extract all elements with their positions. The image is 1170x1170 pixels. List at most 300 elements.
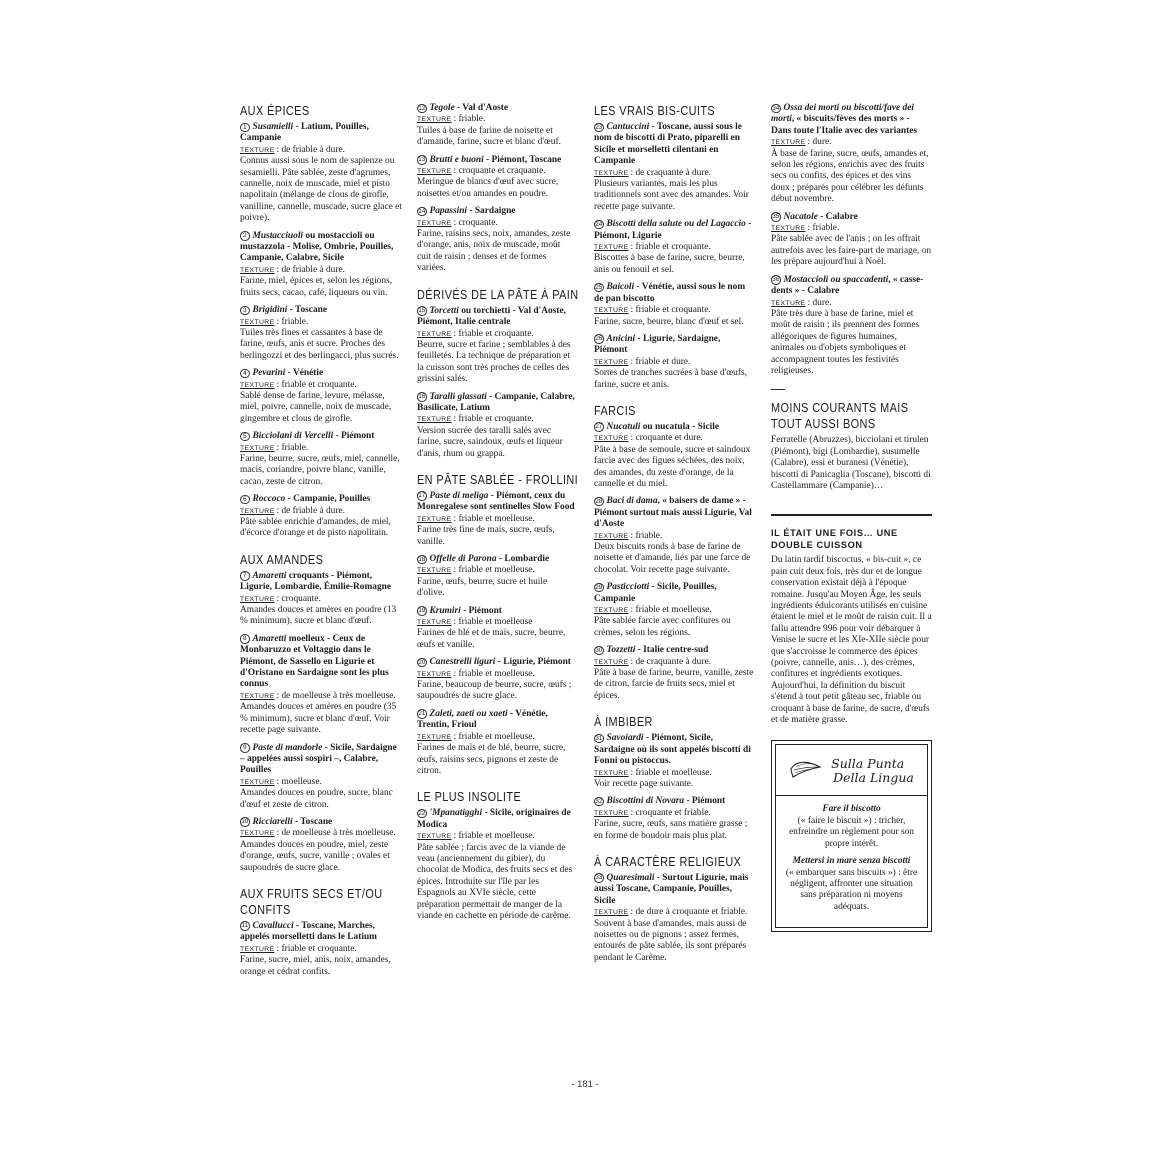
section-continued bbox=[417, 103, 575, 275]
entry-number: 22 bbox=[418, 809, 426, 817]
section-title: DÉRIVÉS DE LA PÂTE À PAIN bbox=[417, 286, 579, 302]
texture-label: TEXTURE bbox=[417, 619, 452, 627]
texture-value: : croquante et dure. bbox=[630, 433, 703, 444]
biscuit-entry bbox=[594, 122, 754, 213]
entry-number: 14 bbox=[418, 207, 426, 215]
entry-heading bbox=[594, 873, 754, 907]
entry-number: 3 bbox=[240, 306, 250, 316]
entry-region: - Latium, Pouilles, Campanie bbox=[240, 122, 369, 144]
texture-value: : friable et moelleuse. bbox=[630, 767, 712, 778]
entry-heading bbox=[417, 392, 575, 415]
entry-heading bbox=[594, 645, 754, 656]
entry-number: 31 bbox=[595, 734, 603, 742]
entry-name: Ricciarelli bbox=[252, 816, 293, 827]
entry-texture bbox=[240, 691, 402, 702]
entry-heading bbox=[594, 282, 754, 305]
entry-description: Plusieurs variantes, mais les plus traditionnels sont avec des amandes. Voir recette page suivante. bbox=[594, 179, 749, 212]
texture-value: : friable. bbox=[276, 316, 309, 327]
entry-texture bbox=[240, 594, 402, 605]
entry-region: - Italie centre-sud bbox=[635, 645, 709, 656]
entry-name: Nucatuli bbox=[606, 421, 641, 432]
entry-name: Mustacciuoli bbox=[252, 230, 304, 241]
texture-value: : croquante. bbox=[276, 593, 321, 604]
entry-number: 21 bbox=[418, 710, 426, 718]
section-derives-pate-a-pain bbox=[417, 286, 579, 460]
section-title: FARCIS bbox=[594, 402, 636, 418]
texture-label: TEXTURE bbox=[417, 168, 452, 176]
entry-texture bbox=[240, 944, 402, 955]
entry-description: Amandes douces en poudre, miel, zeste d'orange, œufs, sucre, vanille ; ovales et saupoudrés de sucre glace. bbox=[240, 839, 390, 873]
entry-description: Farine très fine de maïs, sucre, œufs, vanille. bbox=[417, 525, 555, 547]
texture-label: TEXTURE bbox=[417, 330, 452, 338]
column-2 bbox=[417, 103, 579, 934]
biscuit-entry bbox=[240, 494, 402, 540]
entry-number: 11 bbox=[241, 922, 249, 930]
entry-texture bbox=[594, 605, 754, 616]
entry-heading bbox=[240, 921, 402, 944]
biscuit-entry bbox=[240, 817, 402, 874]
entry-name: Brigidini bbox=[252, 305, 288, 316]
texture-value: : de dure à croquante et friable. bbox=[630, 907, 748, 918]
entry-description: Amandes douces en poudre, sucre, blanc d'œuf et zeste de citron. bbox=[240, 788, 393, 810]
entry-heading bbox=[240, 634, 402, 691]
entry-description: Farines de blé et de maïs, sucre, beurre, œufs et vanille. bbox=[417, 628, 566, 650]
entry-description: Tuiles très fines et cassantes à base de farine, œufs, anis et sucre. Proches des berlingozzi et des berlingacci, plus sucrés. bbox=[240, 327, 399, 361]
entry-number: 20 bbox=[418, 658, 426, 666]
entry-heading bbox=[240, 431, 402, 442]
entry-texture bbox=[594, 242, 754, 253]
entry-name: Papassini bbox=[429, 206, 468, 217]
section-title: AUX AMANDES bbox=[240, 551, 324, 567]
entry-texture bbox=[594, 657, 754, 668]
entry-description: Connus aussi sous le nom de sapienze ou sesamielli. Pâte sablée, zeste d'agrumes, cannelle, noix de muscade, miel et pisto napolitain (mélange de clous de girofle, vanilline, cannelle, muscade, sucre glace et poivre). bbox=[240, 156, 402, 224]
biscuit-entry bbox=[240, 305, 402, 362]
entry-heading bbox=[240, 743, 402, 777]
idiom-entry bbox=[782, 804, 921, 850]
entry-texture bbox=[594, 768, 754, 779]
texture-value: : de friable à dure. bbox=[276, 505, 345, 516]
entry-name: Paste di meliga bbox=[429, 490, 489, 501]
entry-region: , « baisers de dame » - Piémont surtout mais aussi Ligurie, Val d'Aoste bbox=[594, 496, 752, 530]
texture-label: TEXTURE bbox=[594, 307, 629, 315]
texture-label: TEXTURE bbox=[240, 692, 275, 700]
texture-label: TEXTURE bbox=[417, 116, 452, 124]
entry-heading bbox=[417, 103, 575, 114]
section-aux-amandes bbox=[240, 552, 402, 874]
entry-description: Amandes douces et amères en poudre (35 % minimum), sucre et blanc d'œuf. Voir recette page suivante. bbox=[240, 702, 397, 736]
entry-region: - Toscane, Marches, appelés morselletti dans le Latium bbox=[240, 920, 377, 943]
biscuit-entry bbox=[417, 392, 575, 460]
entry-region: - Piémont bbox=[684, 796, 726, 807]
entry-texture bbox=[594, 357, 754, 368]
entry-number: 25 bbox=[595, 283, 603, 291]
entry-number: 30 bbox=[595, 646, 603, 654]
entry-texture bbox=[594, 808, 754, 819]
texture-label: TEXTURE bbox=[594, 909, 629, 917]
texture-label: TEXTURE bbox=[594, 244, 629, 252]
texture-value: : friable et croquante. bbox=[453, 328, 534, 339]
entry-texture bbox=[417, 514, 575, 525]
texture-value: : friable et croquante. bbox=[276, 379, 357, 390]
entry-description: Voir recette page suivante. bbox=[594, 778, 694, 789]
entry-name: Anicini bbox=[606, 333, 636, 344]
entry-texture bbox=[771, 137, 932, 148]
entry-number: 24 bbox=[595, 220, 603, 228]
entry-region: - Campanie, Calabre, Basilicate, Latium bbox=[417, 391, 575, 413]
biscuit-entry bbox=[771, 275, 932, 378]
entry-name: Pasticciotti bbox=[606, 582, 650, 593]
entry-description: Pâte sablée farcie avec confitures ou crèmes, selon les régions. bbox=[594, 616, 731, 638]
texture-label: TEXTURE bbox=[594, 435, 629, 443]
entry-number: 26 bbox=[595, 335, 603, 343]
entry-texture bbox=[771, 298, 932, 309]
sulla-punta-box bbox=[771, 740, 932, 932]
entry-region: - Piémont bbox=[333, 431, 375, 442]
texture-label: TEXTURE bbox=[240, 146, 275, 154]
texture-value: : friable et moelleuse. bbox=[453, 831, 535, 842]
entry-description: Farine, sucre, miel, anis, noix, amandes, orange et cédrat confits. bbox=[240, 955, 391, 977]
entry-description: Farines de maïs et de blé, beurre, sucre, œufs, raisins secs, pignons et zeste de citron. bbox=[417, 743, 566, 776]
texture-value: : croquante et friable. bbox=[630, 807, 711, 818]
texture-label: TEXTURE bbox=[594, 809, 629, 817]
biscuit-entry bbox=[594, 282, 754, 328]
texture-value: : de craquante à dure. bbox=[630, 167, 711, 178]
entry-number: 35 bbox=[772, 213, 780, 221]
section-pate-sablee bbox=[417, 471, 579, 777]
texture-value: : friable et dure. bbox=[630, 356, 691, 367]
entry-name: 'Mpanatigghi bbox=[429, 808, 483, 819]
entry-number: 33 bbox=[595, 874, 603, 882]
entry-number: 10 bbox=[241, 818, 249, 826]
texture-label: TEXTURE bbox=[417, 416, 452, 424]
texture-label: TEXTURE bbox=[594, 607, 629, 615]
texture-value: : friable et moelleuse. bbox=[453, 668, 535, 679]
entry-texture bbox=[594, 907, 754, 918]
texture-value: : de craquante à dure. bbox=[630, 656, 711, 667]
texture-label: TEXTURE bbox=[594, 769, 629, 777]
entry-region: ou mostaccioli ou mustazzola - Molise, Ombrie, Pouilles, Campanie, Calabre, Sicile bbox=[240, 230, 394, 264]
box-title bbox=[831, 757, 914, 785]
entry-heading bbox=[771, 103, 932, 137]
entry-description: Farine, beurre, sucre, œufs, miel, cannelle, macis, coriandre, poivre blanc, vanille, cacao, zeste de citron. bbox=[240, 453, 400, 487]
biscuit-entry bbox=[594, 219, 754, 276]
entry-name: Amaretti bbox=[252, 633, 287, 644]
biscuit-entry bbox=[240, 571, 402, 628]
biscuit-entry bbox=[771, 212, 932, 269]
entry-region: - Toscane bbox=[292, 816, 333, 827]
texture-label: TEXTURE bbox=[417, 515, 452, 523]
entry-name: Cantuccini bbox=[606, 122, 650, 132]
entry-description: Farine, raisins secs, noix, amandes, zeste d'orange, anis, noix de muscade, moût cuit de raisin ; denses et de formes variées. bbox=[417, 229, 571, 274]
entry-region: - Campanie, Pouilles bbox=[285, 494, 371, 505]
entry-number: 12 bbox=[418, 104, 426, 112]
entry-number: 29 bbox=[595, 583, 603, 591]
entry-region: - Lombardie bbox=[496, 554, 550, 564]
section-title: AUX ÉPICES bbox=[240, 103, 310, 118]
texture-value: : friable. bbox=[630, 530, 663, 541]
entry-region: - Vénétie bbox=[285, 368, 324, 379]
texture-label: TEXTURE bbox=[417, 567, 452, 575]
texture-value: : moelleuse. bbox=[276, 776, 322, 787]
entry-number: 13 bbox=[418, 156, 426, 164]
entry-number: 27 bbox=[595, 423, 603, 431]
texture-value: : friable et croquante. bbox=[630, 242, 711, 253]
entry-heading bbox=[594, 334, 754, 357]
entry-number: 1 bbox=[240, 123, 250, 133]
tongue-icon bbox=[789, 758, 823, 785]
entry-description: Meringue de blancs d'œuf avec sucre, noisettes et/ou amandes en poudre. bbox=[417, 177, 559, 199]
section-farcis bbox=[594, 403, 754, 702]
biscuit-entry bbox=[594, 733, 754, 790]
biscuit-entry bbox=[240, 921, 402, 978]
entry-texture bbox=[240, 380, 402, 391]
entry-heading bbox=[417, 491, 575, 514]
biscuit-entry bbox=[417, 606, 575, 652]
box-title-line-2: Della Lingua bbox=[833, 770, 914, 786]
texture-value: : friable et moelleuse. bbox=[453, 565, 535, 576]
entry-name: Savoiardi bbox=[606, 733, 644, 744]
entry-name: Mostaccioli ou spaccadenti bbox=[783, 274, 889, 285]
biscuit-entry bbox=[417, 155, 575, 201]
biscuit-entry bbox=[240, 634, 402, 737]
section-le-plus-insolite bbox=[417, 789, 575, 922]
entry-heading bbox=[594, 582, 754, 605]
idiom-entry bbox=[782, 856, 921, 913]
texture-label: TEXTURE bbox=[240, 507, 275, 515]
entry-region: ou torchietti - Val d'Aoste, Piémont, Italie centrale bbox=[417, 305, 566, 328]
short-divider bbox=[771, 389, 785, 390]
history-divider bbox=[771, 514, 932, 516]
entry-number: 34 bbox=[772, 104, 780, 112]
entry-number: 7 bbox=[240, 571, 250, 581]
entry-description: Souvent à base d'amandes, mais aussi de noisettes ou de pignons ; assez fermes, entourés de pâte sablée, ils sont préparés pendant le Carême. bbox=[594, 918, 747, 963]
entry-name: Pevarini bbox=[252, 368, 286, 379]
texture-label: TEXTURE bbox=[417, 219, 452, 227]
entry-name: Taralli glassati bbox=[429, 391, 487, 402]
entry-heading bbox=[594, 422, 754, 433]
section-title: À CARACTÈRE RELIGIEUX bbox=[594, 853, 742, 869]
entry-heading bbox=[240, 122, 402, 145]
section-title: À IMBIBER bbox=[594, 714, 653, 730]
biscuit-entry bbox=[594, 334, 754, 391]
entry-description: Amandes douces et amères en poudre (13 % minimum), sucre et blanc d'œuf. bbox=[240, 605, 397, 627]
entry-heading bbox=[417, 306, 575, 329]
texture-label: TEXTURE bbox=[594, 358, 629, 366]
texture-value: : dure. bbox=[807, 137, 832, 148]
entry-region: - Piémont, ceux du Monregalese sont sentinelles Slow Food bbox=[417, 490, 575, 513]
biscuit-entry bbox=[240, 368, 402, 425]
entry-region: - Toscane, aussi sous le nom de biscotti di Prato, piparelli en Sicile et morselletti cilentani en Campanie bbox=[594, 122, 742, 167]
entry-number: 2 bbox=[240, 231, 250, 241]
entry-name: Bicciolani di Vercelli bbox=[252, 431, 334, 442]
entry-region: - Piémont bbox=[460, 605, 502, 616]
page-number: - 181 - bbox=[571, 1078, 599, 1089]
entry-heading bbox=[771, 212, 932, 223]
moins-courants-text: Ferratelle (Abruzzes), bicciolani et tirulen (Piémont), bigi (Lombardie), susumelle (Calabre), essi et buranesi (Vénétie), biscotti di Panicaglia (Toscane), biscotti di Castellammare (Campanie)… bbox=[771, 435, 931, 491]
entry-region: - Sicile, Pouilles, Campanie bbox=[594, 582, 717, 604]
section-title: LE PLUS INSOLITE bbox=[417, 789, 522, 805]
entry-region: - Sicile, Sardaigne – appelées aussi sospiri –, Calabre, Pouilles bbox=[240, 742, 397, 776]
biscuit-entry bbox=[240, 743, 402, 811]
texture-value: : croquante et craquante. bbox=[453, 166, 546, 177]
entry-name: Roccoco bbox=[252, 494, 286, 505]
entry-heading bbox=[417, 206, 575, 217]
entry-name: Quaresimali bbox=[606, 872, 655, 883]
entry-texture bbox=[417, 617, 575, 628]
idiom-definition: (« faire le biscuit ») : tricher, enfreindre un règlement pour son propre intérêt. bbox=[789, 815, 914, 849]
biscuit-entry bbox=[240, 231, 402, 299]
biscuit-entry bbox=[594, 645, 754, 702]
entry-name: Biscotti della salute ou del Lagaccio bbox=[606, 219, 746, 230]
entry-texture bbox=[417, 669, 575, 680]
section-title: AUX FRUITS SECS ET/OU CONFITS bbox=[240, 885, 383, 917]
entry-name: Tegole bbox=[429, 103, 455, 113]
section-a-imbiber bbox=[594, 714, 754, 842]
entry-name: Ossa dei morti ou biscotti/fave dei morti bbox=[771, 103, 914, 125]
entry-number: 36 bbox=[772, 276, 780, 284]
column-3 bbox=[594, 103, 754, 976]
biscuit-entry bbox=[417, 657, 575, 703]
entry-region: - Ligurie, Piémont bbox=[495, 657, 571, 668]
entry-heading bbox=[594, 733, 754, 767]
texture-value: : croquante. bbox=[453, 217, 498, 228]
entry-region: - Toscane bbox=[287, 305, 328, 316]
texture-label: TEXTURE bbox=[771, 299, 806, 307]
entry-region: - Sicile, originaires de Modica bbox=[417, 808, 571, 830]
entry-description: Farine, miel, épices et, selon les régions, fruits secs, cacao, café, liqueurs ou vin. bbox=[240, 276, 393, 298]
entry-number: 18 bbox=[418, 555, 426, 563]
entry-region: , « biscuits/fèves des morts » - Dans toute l'Italie avec des variantes bbox=[771, 114, 918, 136]
entry-description: Pâte sablée ; farcis avec de la viande de veau (anciennement du gibier), du chocolat de Modica, des fruits secs et des épices. Introduite sur l'île par les Espagnols au XVIe siècle, cette préparation permettait de manger de la viande en cachette en période de carême. bbox=[417, 842, 573, 921]
entry-heading bbox=[594, 796, 754, 807]
texture-label: TEXTURE bbox=[417, 733, 452, 741]
entry-number: 17 bbox=[418, 492, 426, 500]
section-caractere-religieux bbox=[594, 854, 754, 964]
entry-description: Farine, sucre, œufs, sans matière grasse ; en forme de boudoir mais plus plat. bbox=[594, 819, 748, 841]
section-title: LES VRAIS BIS-CUITS bbox=[594, 103, 716, 118]
texture-value: : friable et moelleuse bbox=[453, 617, 533, 628]
entry-texture bbox=[594, 433, 754, 444]
section-aux-fruits-secs bbox=[240, 886, 402, 978]
texture-value: : friable. bbox=[276, 442, 309, 453]
biscuit-entry bbox=[417, 306, 575, 386]
entry-heading bbox=[771, 275, 932, 298]
texture-value: : dure. bbox=[807, 297, 832, 308]
biscuit-entry bbox=[417, 491, 575, 548]
entry-heading bbox=[240, 368, 402, 379]
biscuit-entry bbox=[417, 709, 575, 777]
box-title-line-1: Sulla Punta bbox=[831, 756, 905, 772]
history-text: Du latin tardif biscoctus, « bis-cuit », ce pain cuit deux fois, très dur et de longue conservation existait déjà à l'époque romaine. Jusqu'au Moyen Âge, les seuls ingrédients édulcorants utilisés en cuisine étaient le miel et le moût de raisin cuit. Il a fallu attendre 996 pour voir débarquer à Venise le sucre et les XIe-XIIe siècle pour que s'accroisse le commerce des épices (poivre, cannelle, anis…), des crèmes, confitures et ingrédients exotiques. Aujourd'hui, la définition du biscuit s'étend à tout petit gâteau sec, friable ou croquant à base de farine, de sucre, d'œufs et de matière grasse. bbox=[771, 555, 932, 726]
entry-heading bbox=[594, 122, 754, 168]
biscuit-entry bbox=[594, 422, 754, 490]
texture-label: TEXTURE bbox=[240, 318, 275, 326]
entry-heading bbox=[594, 496, 754, 530]
entry-heading bbox=[417, 155, 575, 166]
texture-label: TEXTURE bbox=[240, 830, 275, 838]
entry-description: Deux biscuits ronds à base de farine de noisette et d'amande, liés par une farce de chocolat. Voir recette page suivante. bbox=[594, 542, 751, 575]
entry-texture bbox=[240, 317, 402, 328]
entry-description: Farine, beaucoup de beurre, sucre, œufs ; saupoudrés de sucre glace. bbox=[417, 680, 572, 702]
texture-value: : de moelleuse à très moelleuse. bbox=[276, 828, 396, 839]
entry-name: Cavallucci bbox=[252, 920, 294, 931]
entry-number: 4 bbox=[240, 369, 250, 379]
entry-heading bbox=[240, 571, 402, 594]
biscuit-entry bbox=[240, 122, 402, 225]
entry-name: Brutti e buoni bbox=[429, 154, 484, 165]
texture-value: : friable et moelleuse. bbox=[453, 513, 535, 524]
entry-texture bbox=[594, 305, 754, 316]
biscuit-entry bbox=[417, 554, 575, 600]
entry-texture bbox=[240, 828, 402, 839]
entry-number: 9 bbox=[240, 743, 250, 753]
entry-name: Biscottini di Novara bbox=[606, 796, 685, 807]
biscuit-entry bbox=[417, 103, 575, 149]
entry-description: Pâte très dure à base de farine, miel et moût de raisin ; ils prennent des formes allégoriques de figures humaines, animales ou d'objets symboliques et accompagnent toutes les festivités religieuses. bbox=[771, 308, 920, 376]
history-sidebar bbox=[771, 527, 932, 726]
entry-number: 5 bbox=[240, 432, 250, 442]
entry-region: - Vénétie, aussi sous le nom de pan biscotto bbox=[594, 282, 746, 304]
entry-number: 8 bbox=[240, 634, 250, 644]
texture-value: : friable et moelleuse. bbox=[453, 731, 535, 742]
idiom-term: Fare il biscotto bbox=[822, 804, 881, 815]
entry-heading bbox=[240, 494, 402, 505]
entry-texture bbox=[240, 145, 402, 156]
texture-label: TEXTURE bbox=[417, 670, 452, 678]
entry-description: Farine, sucre, beurre, blanc d'œuf et sel. bbox=[594, 316, 744, 327]
texture-label: TEXTURE bbox=[417, 833, 452, 841]
entry-name: Offelle di Parona bbox=[429, 554, 497, 564]
entry-name: Zaleti, zaeti ou xaeti bbox=[429, 708, 508, 719]
texture-value: : friable. bbox=[453, 114, 486, 125]
entry-description: Version sucrée des taralli salés avec farine, sucre, saindoux, œufs et liqueur d'anis, rhum ou grappa. bbox=[417, 425, 563, 459]
texture-label: TEXTURE bbox=[594, 532, 629, 540]
entry-texture bbox=[417, 114, 575, 125]
entry-name: Canestrelli liguri bbox=[429, 657, 496, 668]
entry-number: 16 bbox=[418, 393, 426, 401]
entry-region: - Piémont, Sicile, Sardaigne où ils sont appelés biscotti di Fonni ou pistoccus. bbox=[594, 733, 751, 767]
texture-value: : de friable à dure. bbox=[276, 144, 345, 155]
biscuit-entry bbox=[771, 103, 932, 206]
section-moins-courants bbox=[771, 400, 932, 492]
texture-label: TEXTURE bbox=[240, 595, 275, 603]
texture-label: TEXTURE bbox=[240, 444, 275, 452]
biscuit-entry bbox=[594, 796, 754, 842]
entry-heading bbox=[240, 817, 402, 828]
texture-label: TEXTURE bbox=[240, 381, 275, 389]
entry-texture bbox=[771, 223, 932, 234]
texture-label: TEXTURE bbox=[594, 658, 629, 666]
texture-value: : friable et croquante. bbox=[630, 305, 711, 316]
texture-value: : friable et croquante. bbox=[276, 943, 357, 954]
entry-name: Amaretti bbox=[252, 570, 287, 581]
texture-label: TEXTURE bbox=[594, 169, 629, 177]
entry-texture bbox=[240, 777, 402, 788]
entry-description: Pâte sablée enrichie d'amandes, de miel, d'écorce d'orange et de pisto napolitain. bbox=[240, 517, 391, 539]
entry-region: - Val d'Aoste bbox=[454, 103, 509, 113]
entry-region: - Surtout Ligurie, mais aussi Toscane, Campanie, Pouilles, Sicile bbox=[594, 872, 749, 906]
entry-region: - Ligurie, Sardaigne, Piémont bbox=[594, 333, 721, 356]
entry-heading bbox=[417, 606, 575, 617]
idiom-term: Mettersi in mare senza biscotti bbox=[792, 856, 911, 867]
entry-description: Farine, œufs, beurre, sucre et huile d'olive. bbox=[417, 576, 548, 599]
entry-texture bbox=[417, 329, 575, 340]
entry-region: - Piémont, Ligurie bbox=[594, 219, 752, 241]
entry-heading bbox=[240, 231, 402, 265]
history-title: IL ÉTAIT UNE FOIS… UNE DOUBLE CUISSON bbox=[771, 528, 898, 551]
biscuit-entry bbox=[594, 873, 754, 964]
entry-name: Baci di dama bbox=[606, 496, 658, 507]
